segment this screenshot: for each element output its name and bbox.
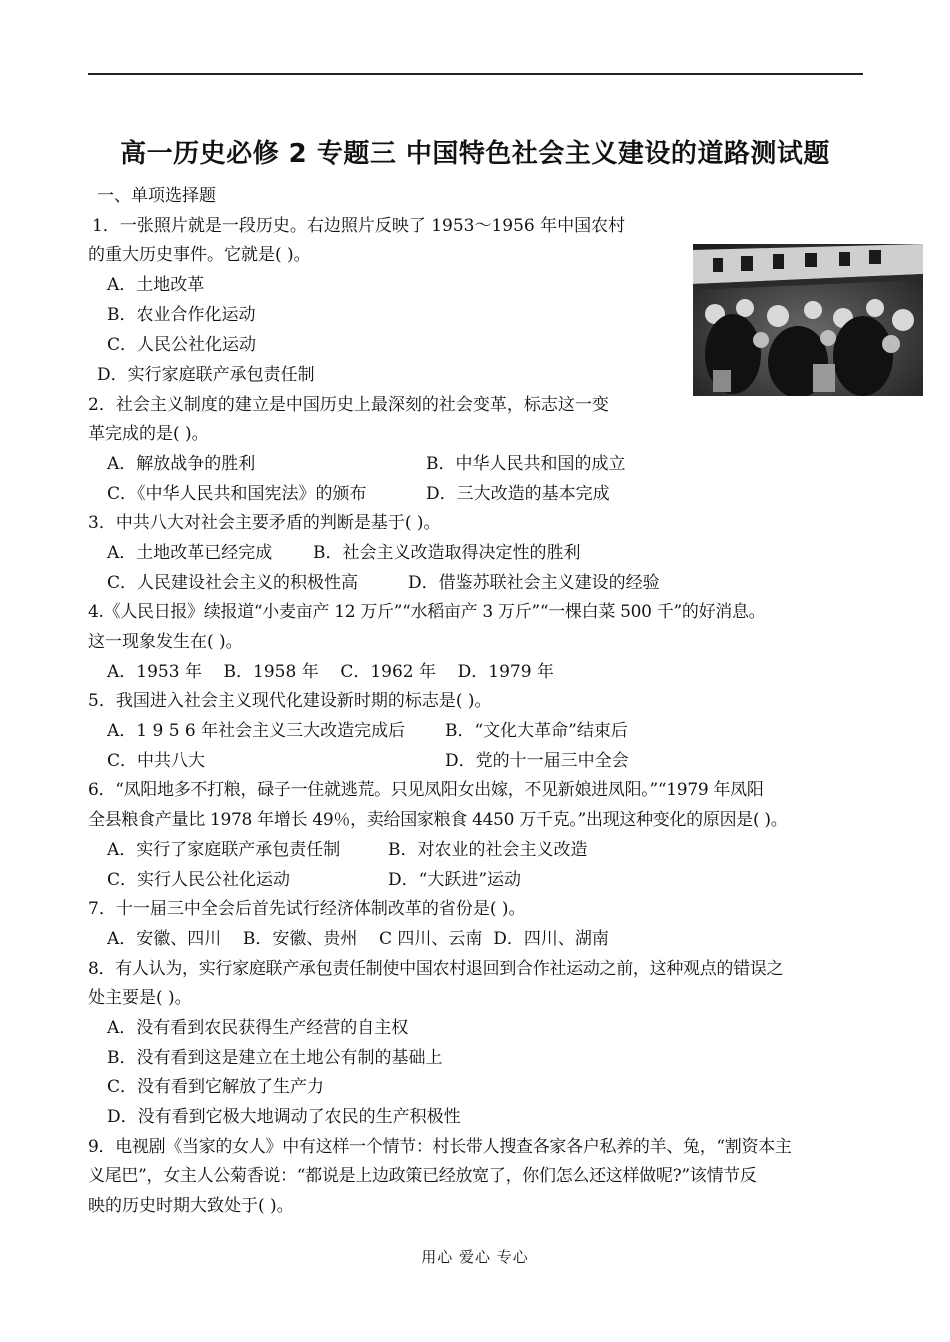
q9-stem-line3: 映的历史时期大致处于( )。 — [88, 1196, 294, 1216]
q1-stem-line1: 1．一张照片就是一段历史。右边照片反映了 1953～1956 年中国农村 — [92, 216, 626, 236]
q7-stem: 7．十一届三中全会后首先试行经济体制改革的省份是( )。 — [88, 899, 526, 919]
q5-option-b: B．“文化大革命”结束后 — [445, 721, 628, 741]
q8-option-a: A．没有看到农民获得生产经营的自主权 — [107, 1018, 409, 1038]
q8-stem-line2: 处主要是( )。 — [88, 988, 192, 1008]
q8-option-c: C．没有看到它解放了生产力 — [107, 1077, 325, 1097]
q2-option-a: A．解放战争的胜利 — [107, 454, 256, 474]
q2-stem-line2: 革完成的是( )。 — [88, 424, 209, 444]
q8-stem-line1: 8．有人认为，实行家庭联产承包责任制使中国农村退回到合作社运动之前，这种观点的错误之 — [88, 959, 784, 979]
q6-stem-line1: 6．“凤阳地多不打粮，碌子一住就逃荒。只见凤阳女出嫁，不见新娘进凤阳。”“1979 年凤阳 — [88, 780, 764, 800]
q1-option-b: B．农业合作化运动 — [107, 305, 256, 325]
q1-option-a: A．土地改革 — [107, 275, 205, 295]
q9-stem-line2: 义尾巴”，女主人公菊香说：“都说是上边政策已经放宽了，你们怎么还这样做呢?”该情节反 — [88, 1166, 757, 1186]
q1-option-c: C．人民公社化运动 — [107, 335, 257, 355]
q7-options: A．安徽、四川 B．安徽、贵州 C 四川、云南 D．四川、湖南 — [107, 929, 609, 949]
q8-option-d: D．没有看到它极大地调动了农民的生产积极性 — [107, 1107, 461, 1127]
q6-stem-line2: 全县粮食产量比 1978 年增长 49％，卖给国家粮食 4450 万千克。”出现这种变化的原因是( )。 — [88, 810, 788, 830]
historical-photo — [693, 244, 923, 396]
q3-option-c: C．人民建设社会主义的积极性高 — [107, 573, 359, 593]
q4-stem-line1: 4.《人民日报》续报道“小麦亩产 12 万斤”“水稻亩产 3 万斤”“一棵白菜 500 千”的好消息。 — [88, 602, 766, 622]
q6-option-c: C．实行人民公社化运动 — [107, 870, 291, 890]
q3-stem: 3．中共八大对社会主要矛盾的判断是基于( )。 — [88, 513, 441, 533]
q9-stem-line1: 9．电视剧《当家的女人》中有这样一个情节：村长带人搜查各家各户私养的羊、兔，“割资本主 — [88, 1137, 792, 1157]
q1-stem-line2: 的重大历史事件。它就是( )。 — [88, 245, 311, 265]
q5-option-d: D．党的十一届三中全会 — [445, 751, 629, 771]
q4-options: A．1953 年 B．1958 年 C．1962 年 D．1979 年 — [107, 662, 554, 682]
page-title: 高一历史必修 2 专题三 中国特色社会主义建设的道路测试题 — [120, 139, 830, 169]
q6-option-d: D．“大跃进”运动 — [388, 870, 522, 890]
q3-option-b: B．社会主义改造取得决定性的胜利 — [313, 543, 581, 563]
q5-option-c: C．中共八大 — [107, 751, 206, 771]
page-footer: 用心 爱心 专心 — [421, 1248, 529, 1266]
section-heading: 一、单项选择题 — [97, 186, 216, 206]
q6-option-b: B．对农业的社会主义改造 — [388, 840, 588, 860]
q2-option-c: C．《中华人民共和国宪法》的颁布 — [107, 484, 367, 504]
q2-option-d: D．三大改造的基本完成 — [426, 484, 610, 504]
q3-option-d: D．借鉴苏联社会主义建设的经验 — [408, 573, 660, 593]
q2-option-b: B．中华人民共和国的成立 — [426, 454, 626, 474]
q2-stem-line1: 2．社会主义制度的建立是中国历史上最深刻的社会变革，标志这一变 — [88, 395, 609, 415]
q5-stem: 5．我国进入社会主义现代化建设新时期的标志是( )。 — [88, 691, 492, 711]
q4-stem-line2: 这一现象发生在( )。 — [88, 632, 243, 652]
q3-option-a: A．土地改革已经完成 — [107, 543, 273, 563]
header-rule — [88, 73, 863, 75]
q6-option-a: A．实行了家庭联产承包责任制 — [107, 840, 341, 860]
q8-option-b: B．没有看到这是建立在土地公有制的基础上 — [107, 1048, 443, 1068]
q5-option-a: A．1 9 5 6 年社会主义三大改造完成后 — [107, 721, 406, 741]
q1-option-d: D．实行家庭联产承包责任制 — [97, 365, 315, 385]
